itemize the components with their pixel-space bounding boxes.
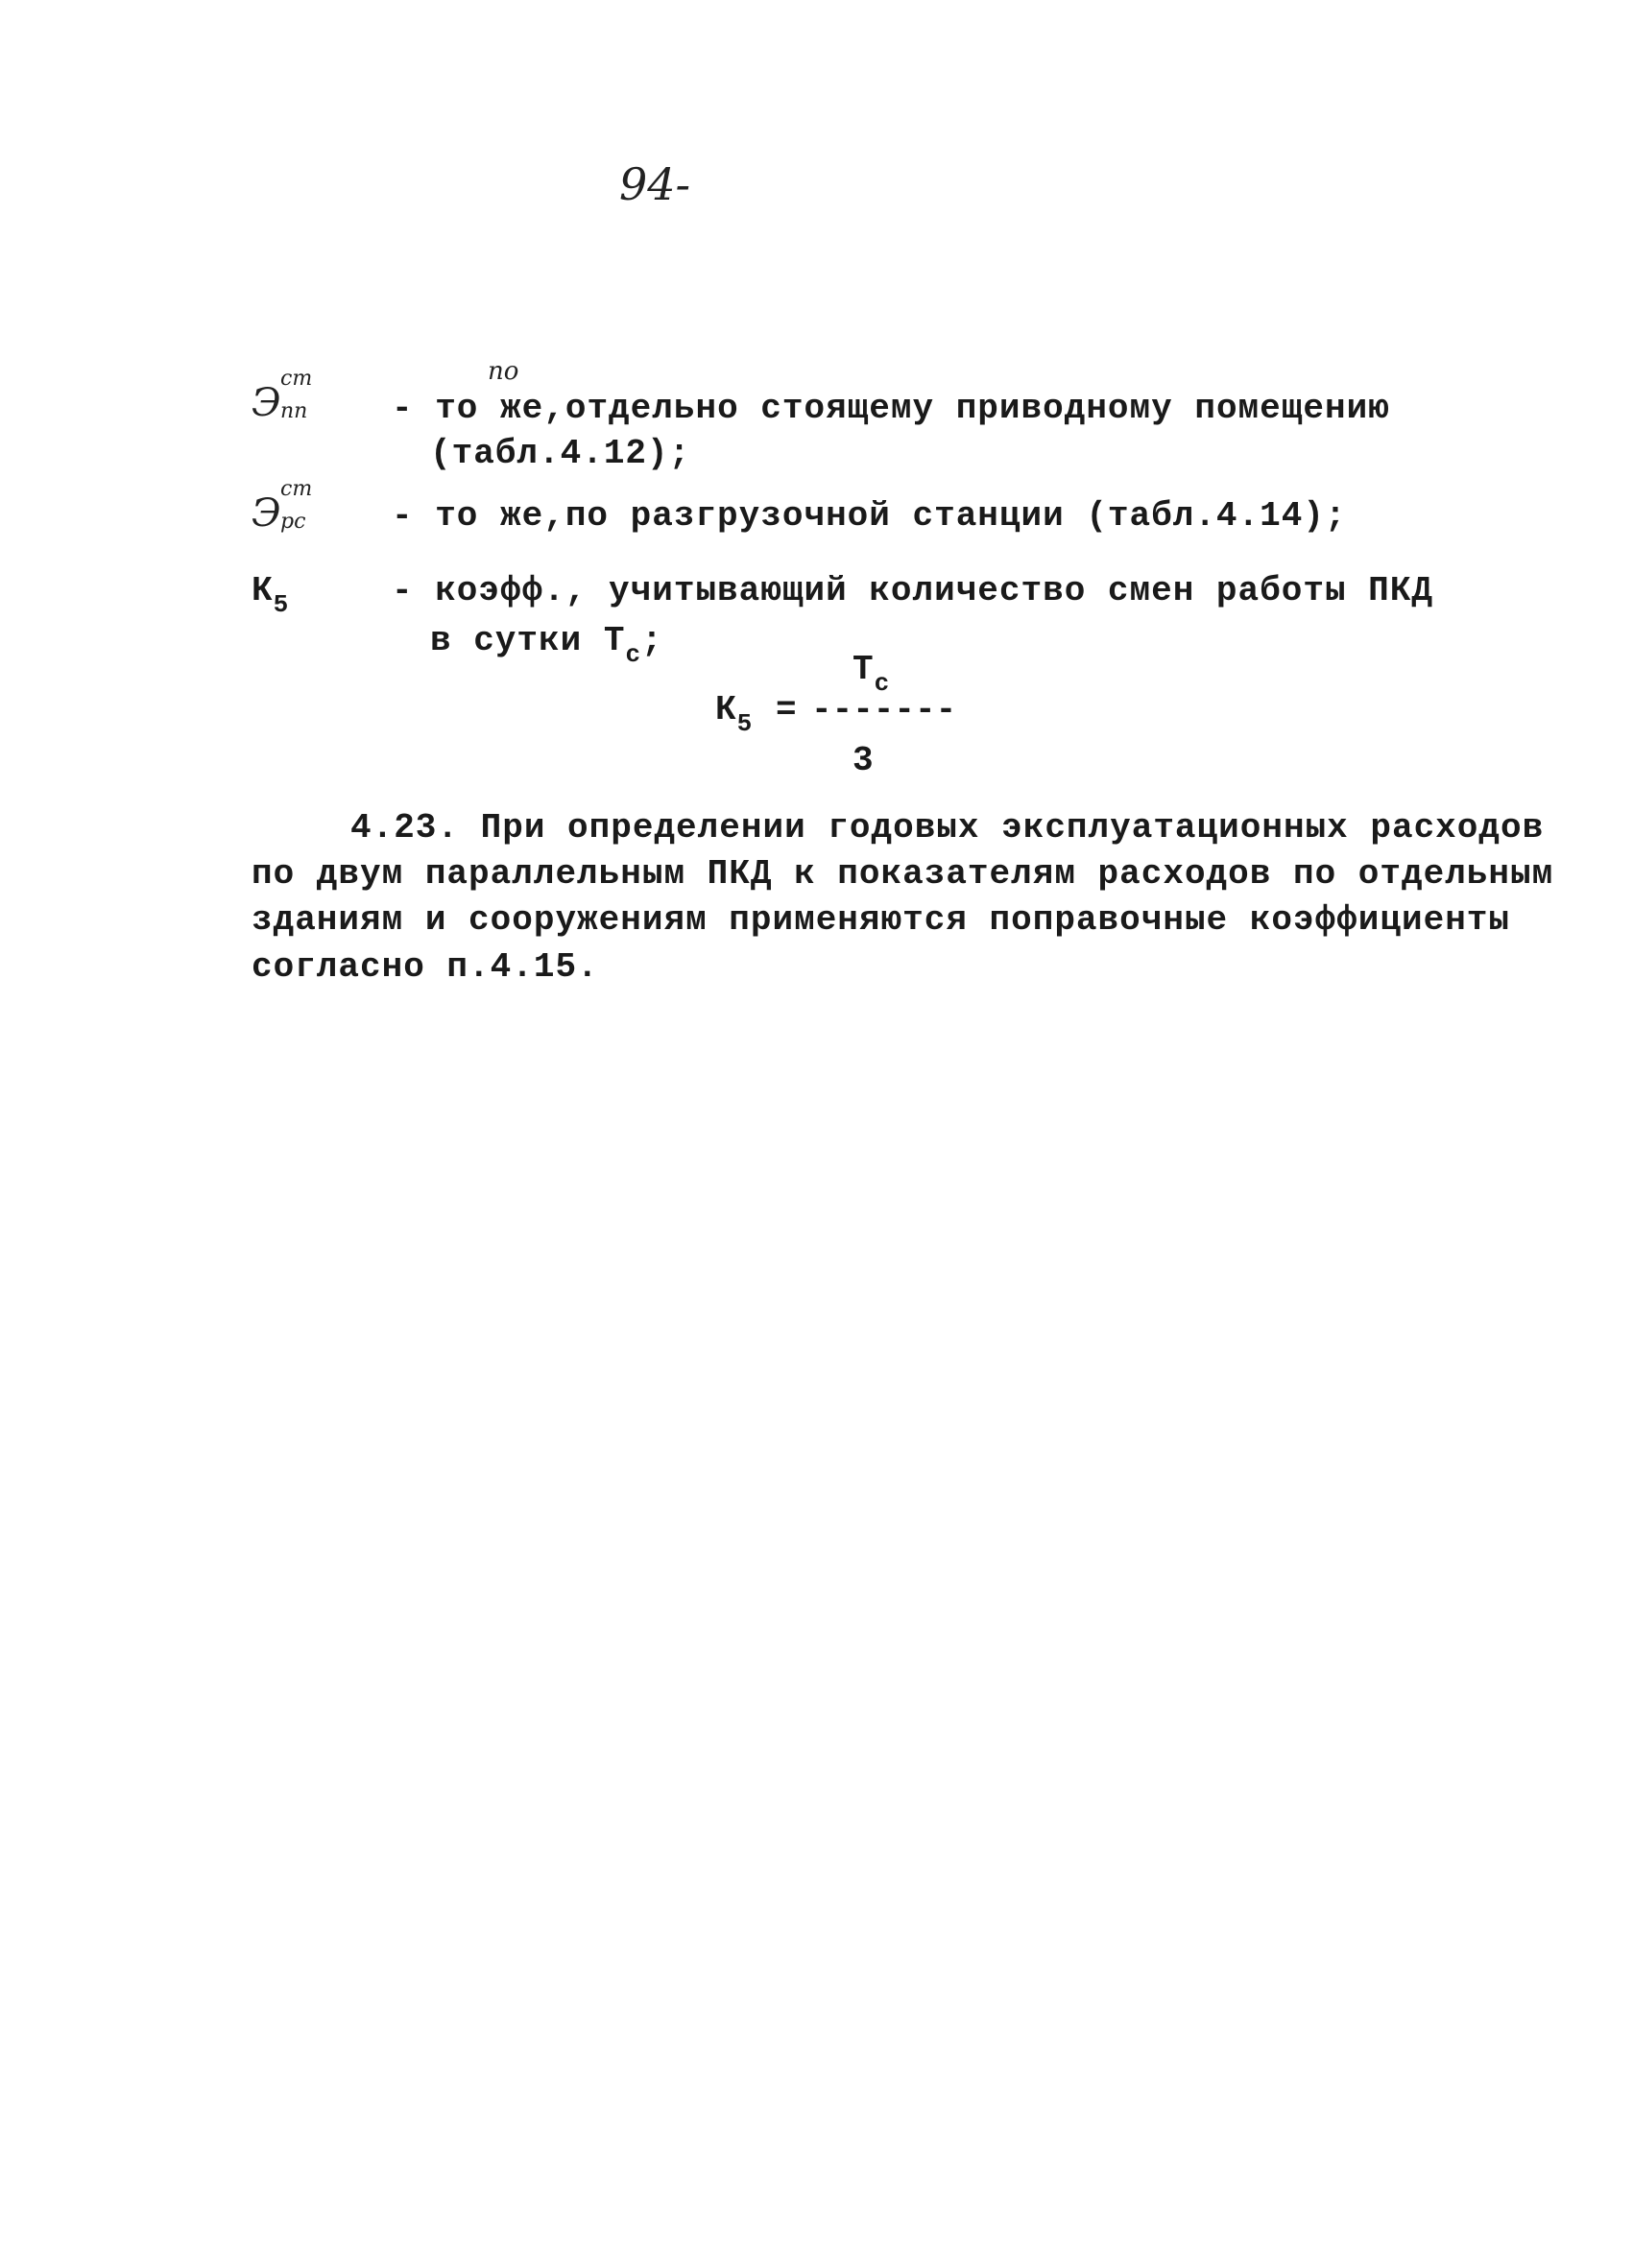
symbol-subscript: 5: [273, 590, 290, 619]
paragraph-line-4: согласно п.4.15.: [252, 947, 599, 987]
symbol-e-st-rs: [252, 477, 313, 536]
symbol-e-st-pp: [252, 367, 313, 425]
handwritten-insert: по: [488, 357, 519, 386]
line-text: в сутки Т: [430, 621, 626, 660]
line-end: ;: [641, 621, 663, 660]
definition-1-line-2: (табл.4.12);: [430, 434, 691, 473]
definition-1-line-1: [392, 389, 1390, 428]
numerator-base: Т: [853, 650, 875, 689]
symbol-base: Э: [252, 491, 281, 536]
definition-3-line-2: [430, 621, 663, 669]
symbol-base: Э: [252, 381, 281, 425]
paragraph-line-1: 4.23. При определении годовых эксплуатационных расходов: [350, 808, 1545, 848]
formula-equals: =: [776, 690, 798, 729]
paragraph-line-2: по двум параллельным ПКД к показателям расходов по отдельным: [252, 854, 1554, 894]
formula-denominator: 3: [853, 741, 875, 780]
numerator-subscript: с: [874, 669, 891, 698]
symbol-subscript: пп: [280, 399, 308, 423]
lhs-base: К: [715, 690, 737, 729]
definition-1-prefix: - то же: [392, 389, 544, 428]
line-subscript: с: [625, 640, 642, 669]
formula-numerator: [853, 650, 891, 698]
formula-lhs: [715, 690, 754, 738]
lhs-subscript: 5: [736, 709, 754, 738]
page-number: 94-: [619, 158, 691, 210]
symbol-subscript: рс: [280, 510, 306, 534]
definition-3-line-1: - коэфф., учитывающий количество смен работы ПКД: [392, 571, 1433, 610]
definition-2-line-1: - то же,по разгрузочной станции (табл.4.14);: [392, 496, 1347, 536]
symbol-base: К: [252, 571, 274, 610]
symbol-k5: [252, 571, 290, 619]
definition-1-rest: ,отдельно стоящему приводному помещению: [543, 389, 1390, 428]
formula-fraction-line: -------: [811, 690, 957, 729]
symbol-superscript: ст: [280, 367, 313, 391]
symbol-superscript: ст: [280, 477, 313, 501]
paragraph-line-3: зданиям и сооружениям применяются поправочные коэффициенты: [252, 900, 1511, 940]
